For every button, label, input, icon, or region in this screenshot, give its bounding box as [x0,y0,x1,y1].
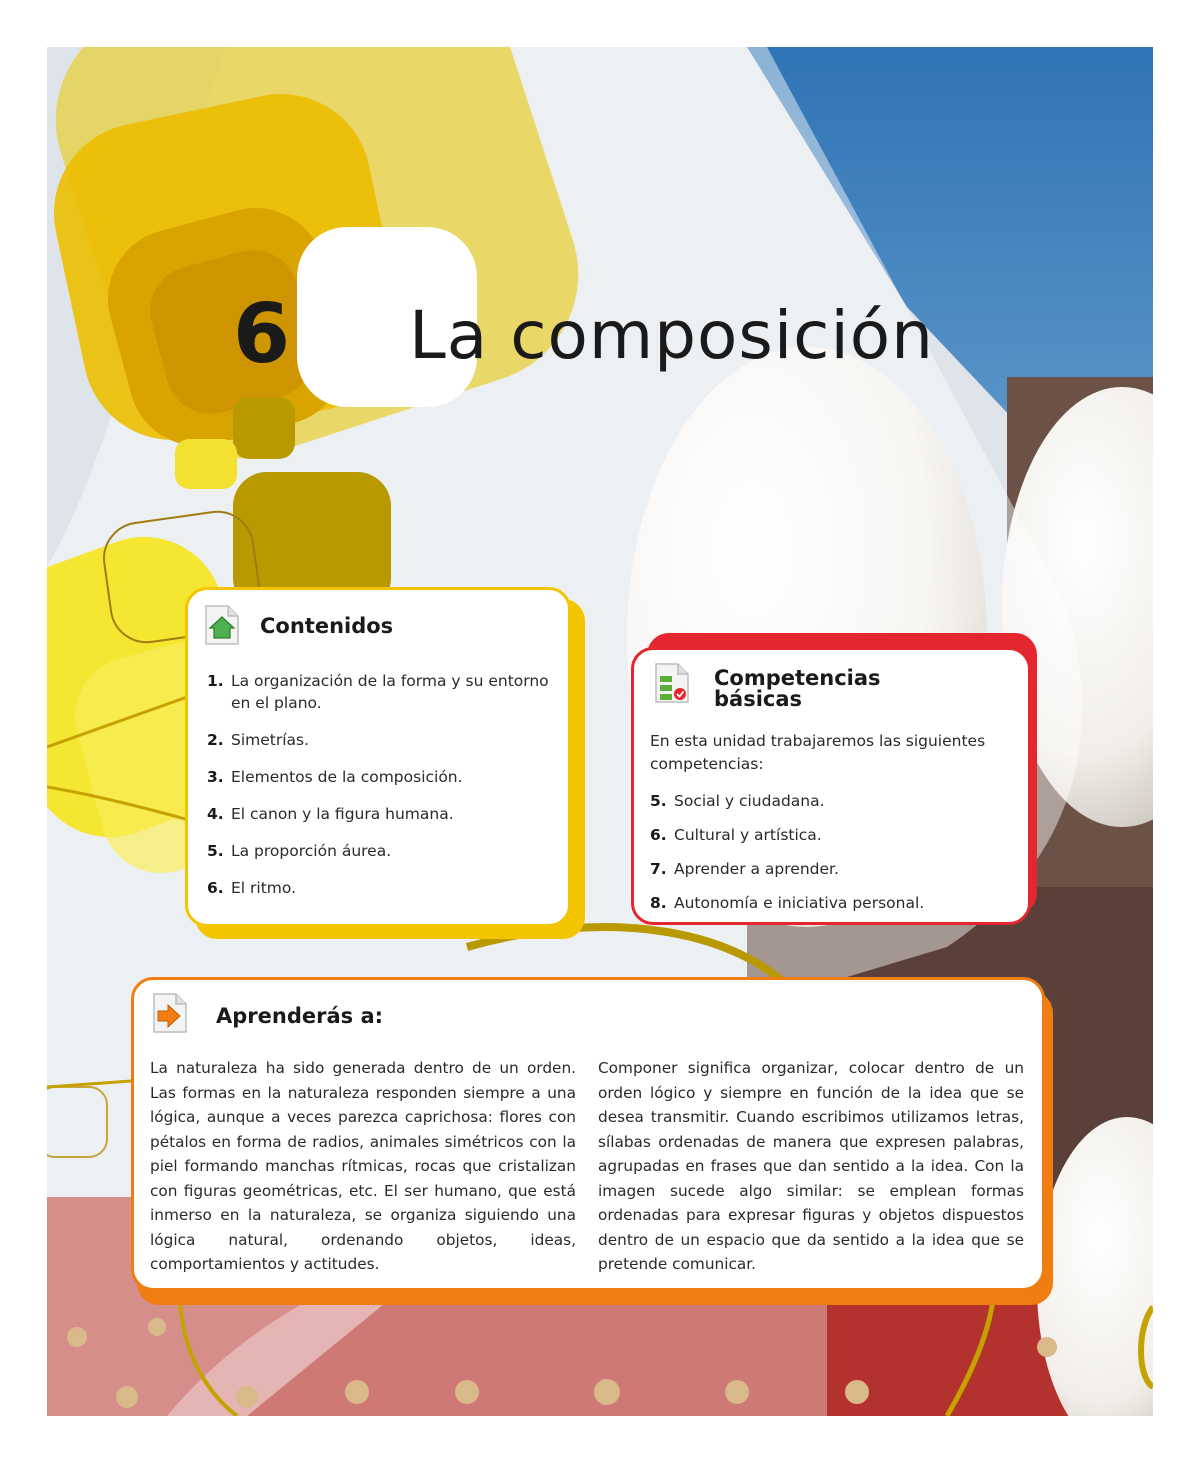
learn-box [131,977,1045,1291]
contents-heading: Contenidos [260,614,394,638]
house-document-icon [204,604,240,646]
list-item: 4. El canon y la figura humana. [207,805,454,823]
list-item: 5. La proporción áurea. [207,842,392,860]
list-item: 8. Autonomía e iniciativa personal. [650,894,925,912]
contents-box [185,587,571,927]
arrow-document-icon [152,992,188,1034]
checklist-document-icon [654,662,690,704]
list-item: 6. El ritmo. [207,879,297,897]
learn-heading: Aprenderás a: [216,1004,384,1028]
list-item: 5. Social y ciudadana. [650,792,825,810]
list-item: 2. Simetrías. [207,731,310,749]
chapter-title: La composición [409,297,934,374]
learn-paragraph-right: Componer significa organizar, colocar dentro de un orden lógico y siempre en función de la idea que se desea transmitir. Cuando escribimos utilizamos letras, sílabas ordenadas de manera que expresen palabras, agrupadas en frases que dan sentido a la idea. Con la imagen sucede algo similar: se emplean formas ordenadas para expresar figuras y objetos dispuestos dentro de un espacio que da sentido a la idea que se pretende comunicar. [598,1059,1024,1273]
list-item: 6. Cultural y artística. [650,826,822,844]
competences-heading-line1: Competencias [714,666,881,690]
competences-list [650,790,1020,914]
competences-heading [714,668,881,710]
chapter-number: 6 [233,287,289,382]
list-item: 7. Aprender a aprender. [650,860,839,878]
learn-paragraph-left: La naturaleza ha sido generada dentro de un orden. Las formas en la naturaleza responden siempre a una lógica, aunque a veces parezca caprichosa: flores con pétalos en forma de radios, animales simétricos con la piel formando manchas rítmicas, rocas que cristalizan con figuras geométricas, etc. El ser humano, que está inmerso en la naturaleza, se organiza siguiendo una lógica natural, ordenando objetos, ideas, comportamientos y actitudes. [150,1059,576,1273]
chapter-cover-page [47,47,1153,1416]
list-item: 3. Elementos de la composición. [207,768,463,786]
competences-box [631,647,1031,925]
competences-heading-line2: básicas [714,687,803,711]
list-item: 1. La organización de la forma y su entorno en el plano. [207,672,549,712]
competences-intro: En esta unidad trabajaremos las siguientes competencias: [650,732,986,773]
contents-list [207,670,557,899]
